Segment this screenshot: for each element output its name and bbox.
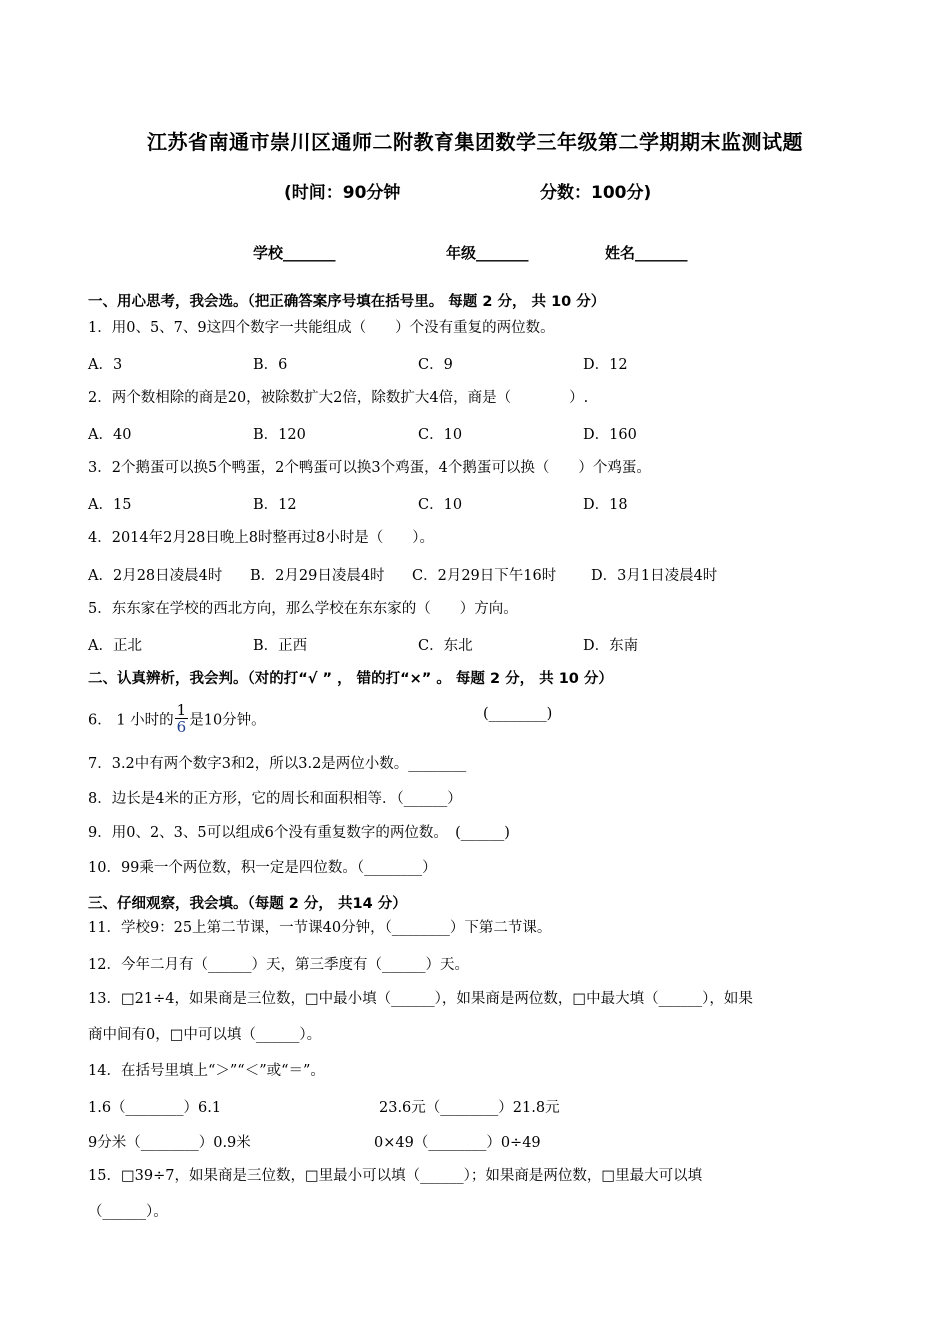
option-d[interactable]: D．18 (583, 497, 628, 513)
exam-time: (时间：90分钟 (284, 183, 401, 203)
option-d[interactable]: D．3月1日凌晨4时 (591, 568, 718, 584)
question-15: 15．□39÷7，如果商是三位数，□里最小可以填（______）；如果商是两位数，□里最大可以填 (88, 1168, 703, 1184)
question-14-row-1 (88, 1096, 868, 1116)
option-c[interactable]: C．9 (418, 357, 453, 373)
question-14: 14．在括号里填上“＞”“＜”或“＝”。 (88, 1063, 325, 1079)
question-14-row-2 (88, 1131, 868, 1151)
question-3-options (88, 493, 868, 513)
option-c[interactable]: C．2月29日下午16时 (412, 568, 557, 584)
section1-heading: 一、用心思考，我会选。（把正确答案序号填在括号里。 每题 2 分， 共 10 分） (88, 294, 606, 310)
question-5: 5．东东家在学校的西北方向，那么学校在东东家的（ ）方向。 (88, 601, 518, 617)
question-2-options (88, 423, 868, 443)
option-c[interactable]: C．10 (418, 497, 463, 513)
question-9: 9．用0、2、3、5可以组成6个没有重复数字的两位数。 (______) (88, 825, 510, 841)
option-b[interactable]: B．正西 (253, 638, 308, 654)
question-6 (88, 701, 868, 737)
option-d[interactable]: D．160 (583, 427, 637, 443)
question-5-options (88, 634, 868, 654)
question-3: 3．2个鹅蛋可以换5个鸭蛋，2个鸭蛋可以换3个鸡蛋，4个鹅蛋可以换（ ）个鸡蛋。 (88, 460, 651, 476)
name-field[interactable]: 姓名_______ (605, 244, 688, 262)
question-11: 11．学校9：25上第二节课，一节课40分钟，（________）下第二节课。 (88, 920, 552, 936)
question-4-options (88, 564, 868, 584)
question-6-suffix: 是10分钟。 (189, 712, 266, 729)
question-13-continued: 商中间有0，□中可以填（______）。 (88, 1027, 322, 1043)
question-13: 13．□21÷4，如果商是三位数，□中最小填（______），如果商是两位数，□中最大填（______），如果 (88, 991, 753, 1007)
option-d[interactable]: D．东南 (583, 638, 639, 654)
fraction-one-sixth (175, 702, 189, 735)
option-b[interactable]: B．12 (253, 497, 297, 513)
section3-heading: 三、仔细观察，我会填。（每题 2 分， 共14 分） (88, 896, 407, 912)
comparison-item[interactable]: 1.6（________）6.1 (88, 1100, 222, 1116)
option-b[interactable]: B．6 (253, 357, 288, 373)
option-c[interactable]: C．10 (418, 427, 463, 443)
option-b[interactable]: B．120 (253, 427, 306, 443)
option-b[interactable]: B．2月29日凌晨4时 (250, 568, 385, 584)
option-a[interactable]: A．15 (88, 497, 132, 513)
option-a[interactable]: A．40 (88, 427, 132, 443)
question-12: 12．今年二月有（______）天，第三季度有（______）天。 (88, 957, 469, 973)
question-6-prefix: 6． 1 小时的 (88, 712, 174, 729)
question-10: 10．99乘一个两位数，积一定是四位数。（________） (88, 860, 437, 876)
question-1-options (88, 353, 868, 373)
question-2: 2．两个数相除的商是20，被除数扩大2倍，除数扩大4倍，商是（ ）. (88, 390, 589, 406)
option-a[interactable]: A．3 (88, 357, 123, 373)
comparison-item[interactable]: 0×49（________）0÷49 (374, 1135, 541, 1151)
question-7: 7．3.2中有两个数字3和2，所以3.2是两位小数。________ (88, 756, 467, 772)
question-1: 1．用0、5、7、9这四个数字一共能组成（ ）个没有重复的两位数。 (88, 320, 555, 336)
fraction-denominator: 6 (176, 718, 187, 736)
page-title: 江苏省南通市崇川区通师二附教育集团数学三年级第二学期期末监测试题 (147, 130, 803, 154)
comparison-item[interactable]: 23.6元（________）21.8元 (379, 1100, 560, 1116)
option-a[interactable]: A．2月28日凌晨4时 (88, 568, 223, 584)
fraction-numerator: 1 (176, 701, 187, 719)
option-a[interactable]: A．正北 (88, 638, 142, 654)
answer-blank[interactable]: (________) (483, 706, 553, 722)
comparison-item[interactable]: 9分米（________）0.9米 (88, 1135, 251, 1151)
question-8: 8．边长是4米的正方形，它的周长和面积相等．（______） (88, 791, 462, 807)
option-d[interactable]: D．12 (583, 357, 628, 373)
school-field[interactable]: 学校_______ (253, 244, 336, 262)
question-4: 4．2014年2月28日晚上8时整再过8小时是（ ）。 (88, 530, 435, 546)
exam-score: 分数：100分) (540, 183, 652, 203)
question-15-continued: （______）。 (88, 1204, 168, 1220)
section2-heading: 二、认真辨析，我会判。（对的打“√ ” ， 错的打“×” 。 每题 2 分， 共 10 分） (88, 671, 613, 687)
grade-field[interactable]: 年级_______ (446, 244, 529, 262)
option-c[interactable]: C．东北 (418, 638, 473, 654)
